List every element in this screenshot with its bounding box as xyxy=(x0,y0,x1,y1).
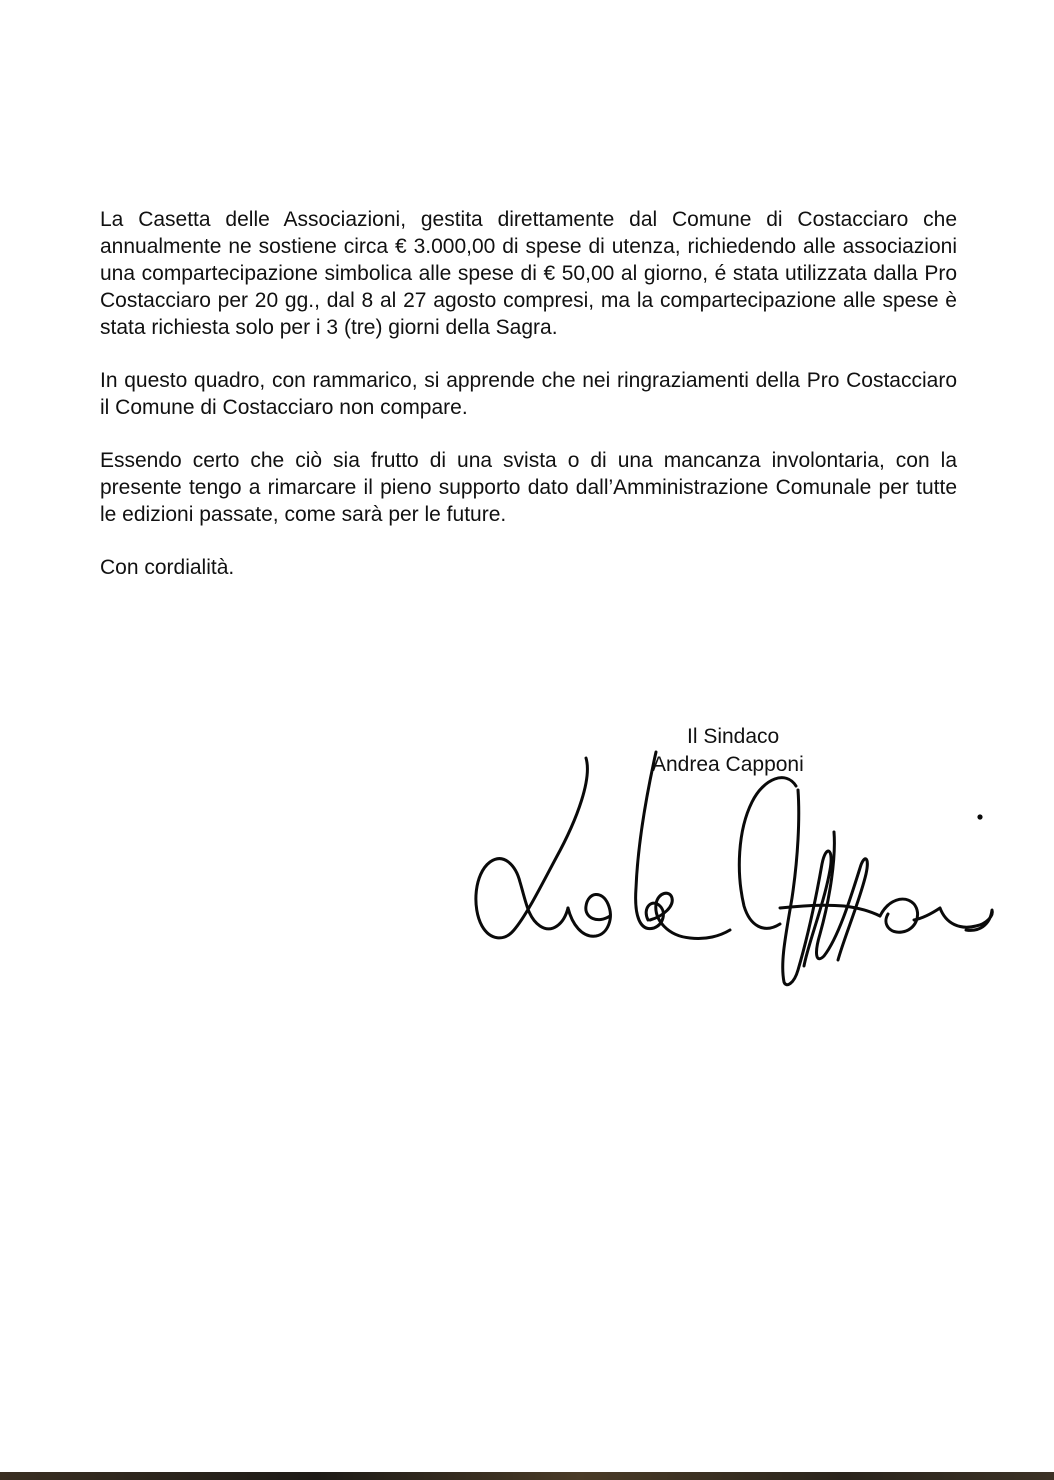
closing-line: Con cordialità. xyxy=(100,556,235,579)
handwritten-signature xyxy=(468,748,1004,992)
letter-body xyxy=(100,206,957,607)
signature-dot xyxy=(977,814,982,819)
paragraph-supporto: Essendo certo che ciò sia frutto di una svista o di una mancanza involontaria, con la presente tengo a rimarcare il pieno supporto dato dall’Amministrazione Comunale per tutte le edizioni passate, come sarà per le future. xyxy=(100,449,957,526)
paragraph-ringraziamenti: In questo quadro, con rammarico, si apprende che nei ringraziamenti della Pro Costacciaro il Comune di Costacciaro non compare. xyxy=(100,369,957,419)
signatory-name: Andrea Capponi xyxy=(652,753,804,776)
page-bottom-edge xyxy=(0,1472,1054,1480)
signatory-title: Il Sindaco xyxy=(687,725,780,748)
paragraph-casetta: La Casetta delle Associazioni, gestita direttamente dal Comune di Costacciaro che annualmente ne sostiene circa € 3.000,00 di spese di utenza, richiedendo alle associazioni una compartecipazione simbolica alle spese di € 50,00 al giorno, é stata utilizzata dalla Pro Costacciaro per 20 gg., dal 8 al 27 agosto compresi, ma la compartecipazione alle spese è stata richiesta solo per i 3 (tre) giorni della Sagra. xyxy=(100,208,957,339)
